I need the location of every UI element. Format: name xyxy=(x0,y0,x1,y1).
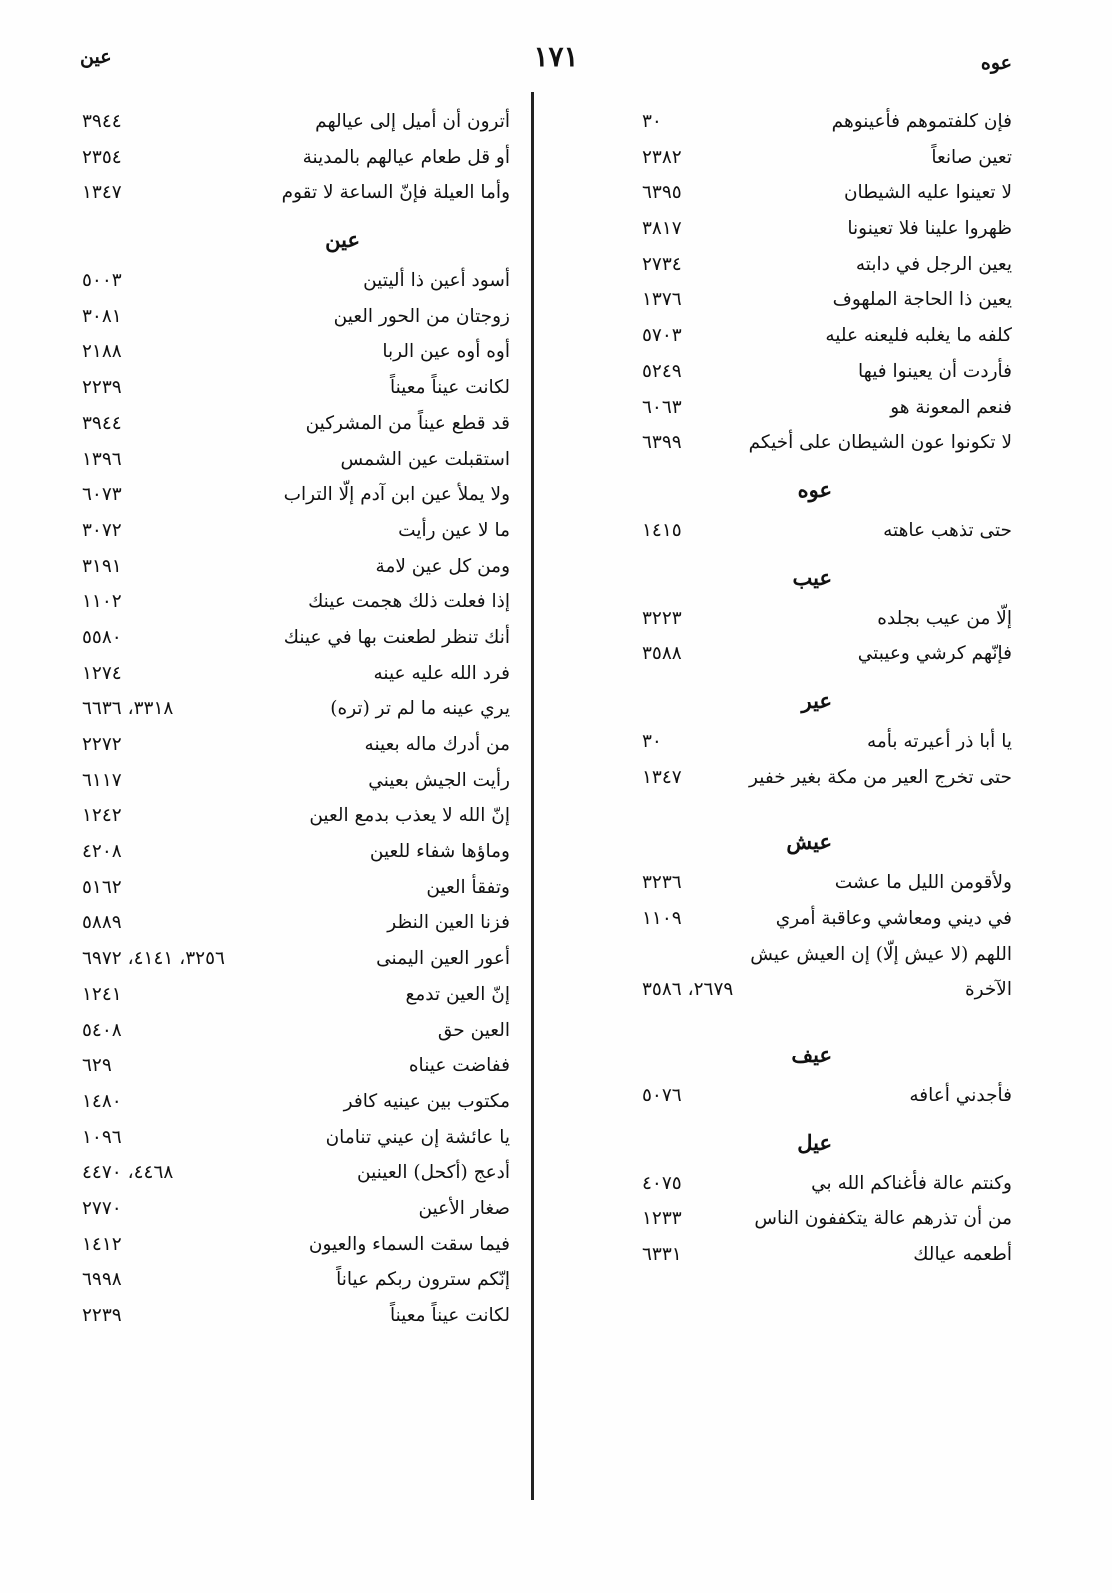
entry-text: وتفقأ العين xyxy=(426,876,510,898)
entry-number: ٥٥٨٠ xyxy=(82,626,122,648)
index-entry xyxy=(592,390,1012,426)
page-header xyxy=(0,40,1112,80)
entry-number: ٦٠٦٣ xyxy=(642,396,682,418)
entry-text: يعين الرجل في دابته xyxy=(855,253,1012,275)
index-entry xyxy=(592,1201,1012,1237)
index-entry xyxy=(592,760,1012,796)
index-entry xyxy=(592,865,1012,901)
spacer xyxy=(592,795,1012,813)
entry-text: حتى تذهب عاهته xyxy=(883,519,1012,541)
entry-text: فيما سقت السماء والعيون xyxy=(308,1233,510,1255)
entry-number: ٣٠ xyxy=(642,730,662,752)
entry-number: ٣٠٨١ xyxy=(82,305,122,327)
entry-text: ومن كل عين لامة xyxy=(375,555,510,577)
index-entry xyxy=(592,282,1012,318)
entry-group xyxy=(592,601,1012,672)
entry-group xyxy=(592,1078,1012,1114)
index-entry xyxy=(80,834,510,870)
entry-text: أترون أن أميل إلى عيالهم xyxy=(315,111,510,132)
entry-number: ٦٣٣١ xyxy=(642,1244,682,1266)
entry-number: ٤٢٠٨ xyxy=(82,841,122,863)
index-entry xyxy=(80,442,510,478)
entry-text: ففاضت عيناه xyxy=(408,1055,510,1077)
entry-text: فزنا العين النظر xyxy=(387,912,510,934)
entry-text: أنك تنظر لطعنت بها في عينك xyxy=(283,626,510,648)
entry-number: ٥٠٠٣ xyxy=(82,270,122,292)
entry-number: ٣٠ xyxy=(642,111,662,132)
entry-text: من أدرك ماله بعينه xyxy=(364,734,510,755)
entry-text: اللهم (لا عيش إلّا) إن العيش عيش xyxy=(750,943,1012,965)
entry-group xyxy=(592,104,1012,461)
entry-text: العين حق xyxy=(437,1019,510,1041)
entry-text: فأردت أن يعينوا فيها xyxy=(858,360,1012,382)
entry-number: ١٢٤١ xyxy=(82,983,122,1005)
index-entry xyxy=(80,1298,510,1334)
index-entry xyxy=(80,763,510,799)
index-entry xyxy=(80,1048,510,1084)
entry-number: ٣٨١٧ xyxy=(642,218,682,240)
entry-text: صغار الأعين xyxy=(418,1197,510,1219)
index-entry xyxy=(592,425,1012,461)
entry-number: ٣١٩١ xyxy=(82,555,122,577)
index-entry xyxy=(80,140,510,176)
index-entry xyxy=(80,870,510,906)
index-entry xyxy=(592,901,1012,937)
entry-number: ٣٢٣٦ xyxy=(642,872,682,894)
entry-number: ١١٠٩ xyxy=(642,908,682,929)
index-entry xyxy=(80,798,510,834)
entry-text: مكتوب بين عينيه كافر xyxy=(343,1090,510,1112)
entry-text: ظهروا علينا فلا تعينونا xyxy=(847,218,1012,240)
entry-text: لا تكونوا عون الشيطان على أخيكم xyxy=(748,432,1012,454)
entry-text: ولا يملأ عين ابن آدم إلّا التراب xyxy=(283,484,510,506)
entry-text: أعور العين اليمنى xyxy=(376,948,510,970)
entry-text: فنعم المعونة هو xyxy=(890,396,1012,418)
entry-number: ٥٤٠٨ xyxy=(82,1019,122,1041)
entry-text: إنّ الله لا يعذب بدمع العين xyxy=(309,805,510,827)
entry-text: فإن كلفتموهم فأعينوهم xyxy=(831,111,1012,132)
index-entry xyxy=(592,175,1012,211)
section-heading: عيش xyxy=(786,829,832,855)
entry-text: رأيت الجيش بعيني xyxy=(368,769,510,791)
entry-number: ١٤١٢ xyxy=(82,1233,122,1255)
entry-text: استقبلت عين الشمس xyxy=(340,448,510,470)
entry-group xyxy=(592,1166,1012,1273)
left-column xyxy=(80,104,510,1334)
index-entry xyxy=(80,299,510,335)
section-heading: عير xyxy=(801,687,832,713)
section-heading: عيف xyxy=(791,1042,832,1068)
entry-number: ٣٥٨٨ xyxy=(642,643,682,665)
entry-number: ٣٩٤٤ xyxy=(82,412,122,434)
entry-number: ٢٧٣٤ xyxy=(642,253,682,275)
entry-number: ٥١٦٢ xyxy=(82,876,122,898)
index-entry xyxy=(80,1262,510,1298)
index-entry xyxy=(592,354,1012,390)
index-entry xyxy=(80,1227,510,1263)
entry-number: ١٢٤٢ xyxy=(82,805,122,827)
entry-number: ١٤٨٠ xyxy=(82,1090,122,1112)
index-entry xyxy=(80,977,510,1013)
entry-number: ٦٣٩٥ xyxy=(642,182,682,204)
entry-group xyxy=(80,263,510,1334)
entry-text: يا أبا ذر أعيرته بأمه xyxy=(866,730,1012,752)
entry-text: وكنتم عالة فأغناكم الله بي xyxy=(811,1172,1012,1194)
entry-text: وماؤها شفاء للعين xyxy=(369,841,510,863)
index-entry xyxy=(80,1084,510,1120)
entry-number: ٦٢٩ xyxy=(82,1055,112,1077)
index-entry xyxy=(80,905,510,941)
entry-number: ٥٢٤٩ xyxy=(642,360,682,382)
index-entry xyxy=(592,247,1012,283)
index-entry xyxy=(592,1166,1012,1202)
entry-text: فرد الله عليه عينه xyxy=(373,662,510,684)
entry-number: ٦١١٧ xyxy=(82,769,122,791)
index-entry xyxy=(80,406,510,442)
section-heading: عيل xyxy=(797,1129,832,1155)
header-left-keyword: عين xyxy=(80,46,112,68)
entry-text: ولأقومن الليل ما عشت xyxy=(834,872,1012,894)
entry-number: ٢٧٧٠ xyxy=(82,1197,122,1219)
entry-number: ٥٧٠٣ xyxy=(642,325,682,347)
index-entry xyxy=(80,656,510,692)
entry-number: ٦٣٩٩ xyxy=(642,432,682,454)
index-entry xyxy=(592,601,1012,637)
entry-text: تعين صانعاً xyxy=(931,146,1012,168)
index-entry xyxy=(80,477,510,513)
entry-number: ١١٠٢ xyxy=(82,591,122,613)
entry-text: يعين ذا الحاجة الملهوف xyxy=(832,289,1012,311)
index-entry xyxy=(80,334,510,370)
index-entry xyxy=(592,937,1012,1008)
index-entry xyxy=(80,620,510,656)
index-entry xyxy=(80,104,510,140)
index-entry xyxy=(80,513,510,549)
entry-text: إنّكم سترون ربكم عياناً xyxy=(336,1269,510,1291)
header-right-keyword: عوه xyxy=(980,52,1012,74)
entry-number: ٣٣١٨، ٦٦٣٦ xyxy=(82,698,174,720)
entry-text: من أن تذرهم عالة يتكففون الناس xyxy=(754,1208,1012,1230)
column-divider xyxy=(531,92,534,1500)
index-entry xyxy=(80,370,510,406)
entry-text: أوه أوه عين الربا xyxy=(382,341,510,363)
index-entry xyxy=(592,140,1012,176)
index-entry xyxy=(80,263,510,299)
index-entry xyxy=(80,175,510,211)
index-entry xyxy=(80,1191,510,1227)
entry-text: كلفه ما يغلبه فليعنه عليه xyxy=(825,325,1012,347)
section-heading: عيب xyxy=(792,564,832,590)
entry-text: أطعمه عيالك xyxy=(913,1244,1012,1266)
entry-text: يا عائشة إن عيني تنامان xyxy=(325,1126,510,1148)
index-entry xyxy=(80,1013,510,1049)
entry-text: أسود أعين ذا أليتين xyxy=(363,270,510,292)
entry-number: ٢٣٨٢ xyxy=(642,146,682,168)
index-entry xyxy=(592,724,1012,760)
entry-number: ٢٢٧٢ xyxy=(82,734,122,755)
entry-number: ٣٩٤٤ xyxy=(82,111,122,132)
right-column xyxy=(592,104,1012,1273)
entry-number: ٢١٨٨ xyxy=(82,341,122,363)
entry-text: فإنّهم كرشي وعيبتي xyxy=(857,643,1012,665)
entry-number: ١٣٤٧ xyxy=(642,766,682,788)
entry-number: ٦٠٧٣ xyxy=(82,484,122,506)
entry-text: يري عينه ما لم تر (تره) xyxy=(330,698,510,720)
index-entry xyxy=(80,549,510,585)
entry-text: زوجتان من الحور العين xyxy=(333,305,510,327)
entry-number: ١٢٧٤ xyxy=(82,662,122,684)
section-heading: عين xyxy=(325,227,360,253)
entry-text: حتى تخرج العير من مكة بغير خفير xyxy=(749,766,1012,788)
entry-number: ١٣٩٦ xyxy=(82,448,122,470)
index-entry xyxy=(80,727,510,763)
entry-text: إلّا من عيب بجلده xyxy=(877,607,1012,629)
entry-number: ٢٢٣٩ xyxy=(82,377,122,399)
entry-group xyxy=(592,724,1012,795)
entry-text: إذا فعلت ذلك هجمت عينك xyxy=(308,591,510,613)
index-entry xyxy=(592,1078,1012,1114)
entry-number: ١٢٣٣ xyxy=(642,1208,682,1230)
entry-text: قد قطع عيناً من المشركين xyxy=(305,412,510,434)
entry-number: ١٣٧٦ xyxy=(642,289,682,311)
index-entry xyxy=(592,318,1012,354)
entry-number: ٣٢٢٣ xyxy=(642,607,682,629)
entry-number: ٢٣٥٤ xyxy=(82,146,122,168)
section-heading: عوه xyxy=(797,476,832,502)
entry-text: لا تعينوا عليه الشيطان xyxy=(843,182,1012,204)
index-entry xyxy=(592,513,1012,549)
index-entry xyxy=(592,104,1012,140)
entry-text: لكانت عيناً معيناً xyxy=(389,1305,510,1326)
entry-text: أو قل طعام عيالهم بالمدينة xyxy=(302,146,510,168)
entry-group xyxy=(80,104,510,211)
entry-text: ما لا عين رأيت xyxy=(398,519,510,541)
index-entry xyxy=(80,1155,510,1191)
spacer xyxy=(592,1008,1012,1026)
entry-group xyxy=(592,513,1012,549)
entry-text: وأما العيلة فإنّ الساعة لا تقوم xyxy=(281,182,510,204)
entry-number: ٣٠٧٢ xyxy=(82,519,122,541)
entry-text: لكانت عيناً معيناً xyxy=(389,377,510,399)
entry-number: ٣٢٥٦، ٤١٤١، ٦٩٧٢ xyxy=(82,948,225,970)
entry-number: ٥٨٨٩ xyxy=(82,912,122,934)
index-entry xyxy=(80,941,510,977)
entry-number: ٦٩٩٨ xyxy=(82,1269,122,1291)
entry-number: ١٤١٥ xyxy=(642,519,682,541)
page-number: ١٧١ xyxy=(533,40,579,73)
entry-number: ٢٢٣٩ xyxy=(82,1305,122,1326)
index-entry xyxy=(80,691,510,727)
index-entry xyxy=(80,584,510,620)
index-entry xyxy=(592,211,1012,247)
entry-number: ٢٦٧٩، ٣٥٨٦ xyxy=(642,979,734,1001)
index-entry xyxy=(80,1120,510,1156)
entry-number: ١٠٩٦ xyxy=(82,1126,122,1148)
entry-text: أدعج (أكحل) العينين xyxy=(357,1162,510,1184)
entry-group xyxy=(592,865,1012,936)
entry-text: إنّ العين تدمع xyxy=(405,983,510,1005)
entry-text-continued: الآخرة xyxy=(964,979,1012,1001)
index-entry xyxy=(592,636,1012,672)
entry-number: ٥٠٧٦ xyxy=(642,1085,682,1107)
index-entry xyxy=(592,1237,1012,1273)
entry-number: ٤٤٦٨، ٤٤٧٠ xyxy=(82,1162,174,1184)
entry-text: فأجدني أعافه xyxy=(909,1085,1012,1107)
entry-number: ٤٠٧٥ xyxy=(642,1172,682,1194)
entry-number: ١٣٤٧ xyxy=(82,182,122,204)
entry-text: في ديني ومعاشي وعاقبة أمري xyxy=(775,908,1012,929)
